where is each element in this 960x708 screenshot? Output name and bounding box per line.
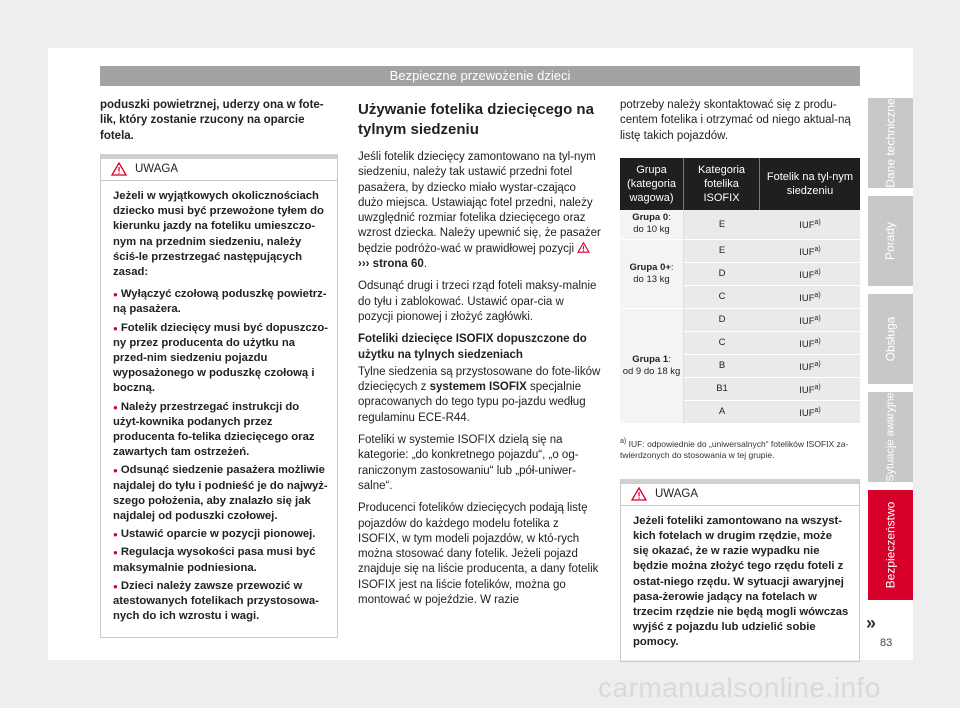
tab-label: Bezpieczeństwo	[883, 501, 898, 589]
bullet-icon: ●	[113, 323, 118, 333]
warning-header	[621, 484, 859, 506]
group-weight: do 13 kg	[633, 273, 670, 285]
footnote-ref: a)	[814, 245, 821, 253]
group-cell	[620, 240, 684, 309]
warning-lead: Jeżeli w wyjątkowych okolicznościach dziecko musi być przewożone tyłem do kierunku jazdy na foteliku umieszczo-nym na przednim siedzeniu, należy ściś-le przestrzegać następujących zasad:	[113, 189, 324, 278]
footnote	[620, 436, 860, 461]
bullet-icon: ●	[113, 548, 118, 558]
page-number: 83	[880, 637, 893, 649]
column-3	[620, 98, 860, 662]
rear-seat-cell	[760, 210, 860, 240]
warning-header	[101, 159, 337, 181]
footnote-text: IUF: odpowiednie do „uniwersalnych“ fotelików ISOFIX za-twierdzonych do stosowania w tej grupie.	[620, 438, 849, 460]
rear-seat-cell	[760, 332, 860, 355]
group-name: Grupa 0+	[629, 261, 671, 273]
paragraph-3-bold: systemem ISOFIX	[429, 381, 527, 394]
tab-obsluga[interactable]	[868, 294, 913, 384]
group-weight: do 10 kg	[633, 224, 670, 236]
isofix-category-cell: B1	[684, 378, 760, 401]
group-cell	[620, 309, 684, 424]
table-row	[620, 240, 860, 263]
warning-triangle-icon	[577, 242, 590, 253]
footnote-ref: a)	[814, 268, 821, 276]
rear-seat-value: IUF	[799, 338, 815, 350]
table-row	[620, 309, 860, 332]
section-heading: Używanie fotelika dziecięcego na tylnym siedzeniu	[358, 101, 594, 138]
footnote-ref: a)	[814, 337, 821, 345]
footnote-ref: a)	[814, 383, 821, 391]
paragraph-1-end: .	[423, 258, 428, 271]
group-colon: :	[668, 212, 671, 224]
warning-item	[113, 545, 328, 575]
group-colon: :	[670, 261, 674, 273]
isofix-category-cell: B	[684, 355, 760, 378]
isofix-category-cell: E	[684, 210, 760, 240]
group-colon: :	[668, 353, 671, 365]
rear-seat-value: IUF	[799, 292, 815, 304]
warning-triangle-icon	[111, 162, 127, 176]
intro-text: poduszki powietrznej, uderzy ona w fote-lik, który zostanie rzucony na oparcie fotela.	[100, 99, 324, 142]
column-2	[358, 98, 601, 615]
paragraph-3-a: Tylne siedzenia są przystosowane do fote-lików dziecięcych z	[358, 365, 601, 394]
table-header-row	[620, 158, 860, 210]
rear-seat-cell	[760, 355, 860, 378]
paragraph-3-c: specjalnie opracowanych do tego typu po-jazdu według regulaminu ECE-R44.	[358, 381, 586, 424]
table-header: Kategoria fotelika ISOFIX	[684, 158, 760, 210]
rear-seat-value: IUF	[799, 269, 815, 281]
tab-label: Dane techniczne	[883, 98, 898, 188]
warning-item	[113, 287, 328, 317]
footnote-ref: a)	[814, 314, 821, 322]
footnote-ref: a)	[814, 406, 821, 414]
warning-body	[101, 181, 337, 637]
bullet-icon: ●	[113, 530, 118, 540]
bullet-icon: ●	[113, 581, 118, 591]
footnote-ref: a)	[814, 291, 821, 299]
rear-seat-cell	[760, 286, 860, 309]
rear-seat-cell	[760, 378, 860, 401]
paragraph-2: Odsunąć drugi i trzeci rząd foteli maksy-malnie do tyłu i zablokować. Ustawić opar-cia w pozycji pionowej i złożyć zagłówki.	[358, 280, 597, 323]
column-1	[100, 98, 338, 638]
warning-item	[113, 527, 328, 542]
table-row	[620, 210, 860, 240]
bullet-icon: ●	[113, 402, 118, 412]
paragraph-5: Producenci fotelików dziecięcych podają listę pojazdów do każdego modelu fotelika z ISOFIX, w tym modeli pojazdów, w któ-rych można stosować dany fotelik. Jeżeli pojazd znajduje się na liście producenta, a dany fotelik ISOFIX jest na liście fotelików, można go montować w pojeździe. W razie	[358, 502, 599, 607]
rear-seat-value: IUF	[799, 315, 815, 327]
warning-item	[113, 321, 328, 397]
group-cell	[620, 210, 684, 240]
paragraph-3	[358, 365, 601, 426]
warning-item-text: Fotelik dziecięcy musi być dopuszczo-ny przez producenta do użytku na przed-nim siedzeniu pojazdu wyposażonego w poduszkę czołową i boczną.	[113, 321, 329, 395]
isofix-category-cell: C	[684, 286, 760, 309]
group-name: Grupa 0	[632, 212, 669, 224]
warning-item-text: Ustawić oparcie w pozycji pionowej.	[120, 528, 316, 541]
rear-seat-value: IUF	[799, 220, 815, 232]
isofix-table	[620, 158, 860, 424]
rear-seat-value: IUF	[799, 384, 815, 396]
rear-seat-cell	[760, 309, 860, 332]
isofix-category-cell: E	[684, 240, 760, 263]
paragraph-continued: potrzeby należy skontaktować się z produ-centem fotelika i otrzymać od niego aktual-ną listę takich pojazdów.	[620, 99, 851, 142]
tab-porady[interactable]	[868, 196, 913, 286]
isofix-category-cell: C	[684, 332, 760, 355]
rear-seat-value: IUF	[799, 361, 815, 373]
isofix-category-cell: A	[684, 401, 760, 424]
warning-item	[113, 579, 328, 625]
warning-item-text: Regulacja wysokości pasa musi być maksymalnie podniesiona.	[113, 546, 316, 574]
tab-label: Sytuacje awaryjne	[884, 392, 897, 482]
tab-bezpieczenstwo[interactable]	[868, 490, 913, 600]
footnote-ref: a)	[814, 219, 821, 227]
continue-arrow: »	[866, 613, 877, 633]
warning-triangle-icon	[631, 487, 647, 501]
rear-seat-cell	[760, 263, 860, 286]
page-reference-link[interactable]: ››› strona 60	[358, 258, 424, 271]
tab-label: Porady	[883, 221, 898, 261]
warning-label: UWAGA	[135, 162, 179, 175]
rear-seat-cell	[760, 401, 860, 424]
page-header: Bezpieczne przewożenie dzieci	[100, 66, 860, 86]
footnote-mark: a)	[620, 436, 627, 445]
paragraph-4: Foteliki w systemie ISOFIX dzielą się na kategorie: „do konkretnego pojazdu“, „o og-raniczonym zastosowaniu“ lub „pół-uniwer-salne“.	[358, 434, 579, 492]
rear-seat-value: IUF	[799, 246, 815, 258]
bullet-icon: ●	[113, 466, 118, 476]
warning-body: Jeżeli foteliki zamontowano na wszyst-kich fotelach w drugim rzędzie, może się okazać, że w razie wypadku nie będzie można złożyć tego rzędu foteli z ostat-niego rzędu. W sytuacji awaryjnej pasa-żerowie jadący na fotelach w trzecim rzędzie nie będą mogli wówczas wyjść z pojazdu lub udzielić sobie pomocy.	[633, 514, 849, 649]
tab-sytuacje-awaryjne[interactable]	[868, 392, 913, 482]
group-weight: od 9 do 18 kg	[622, 365, 681, 377]
footnote-ref: a)	[814, 360, 821, 368]
warning-item-text: Wyłączyć czołową poduszkę powietrz-ną pasażera.	[113, 288, 327, 316]
table-header: Grupa (kategoria wagowa)	[620, 158, 684, 210]
tab-label: Obsługa	[883, 316, 898, 362]
subheading: Foteliki dziecięce ISOFIX dopuszczone do użytku na tylnych siedzeniach	[358, 333, 587, 361]
group-name: Grupa 1	[632, 353, 669, 365]
tab-dane-techniczne[interactable]	[868, 98, 913, 188]
warning-item-text: Dzieci należy zawsze przewozić w atestowanych fotelikach przystosowa-nych do ich wzrostu i wagi.	[113, 579, 319, 623]
paragraph-1	[358, 150, 601, 272]
warning-item	[113, 400, 328, 461]
rear-seat-cell	[760, 240, 860, 263]
rear-seat-value: IUF	[799, 407, 815, 419]
warning-item-text: Należy przestrzegać instrukcji do użyt-kownika podanych przez producenta fo-telika dziecięcego oraz zawartych tam ostrzeżeń.	[113, 400, 315, 459]
isofix-category-cell: D	[684, 309, 760, 332]
warning-box-2	[620, 479, 860, 662]
watermark: carmanualsonline.info	[598, 672, 881, 703]
warning-item-text: Odsunąć siedzenie pasażera możliwie najdalej do tyłu i podnieść je do najwyż-szego położenia, aby znalazło się jak najdalej od poduszki czołowej.	[113, 464, 328, 522]
bullet-icon: ●	[113, 290, 118, 300]
paragraph-1-text: Jeśli fotelik dziecięcy zamontowano na tyl-nym siedzeniu, należy tak ustawić przedni fotel pasażera, by dziecko miało wystar-czająco dużo miejsca. Ustawiając fotel przedni, należy uwzględnić rozmiar fotelika dziecięcego oraz wzrost dziecka. Należy upewnić się, że pasażer będzie podróżo-wać w prawidłowej pozycji	[358, 151, 601, 255]
warning-item	[113, 463, 328, 524]
warning-box-1	[100, 154, 338, 638]
table-header: Fotelik na tyl-nym siedzeniu	[760, 158, 860, 210]
warning-label: UWAGA	[655, 487, 699, 500]
isofix-category-cell: D	[684, 263, 760, 286]
